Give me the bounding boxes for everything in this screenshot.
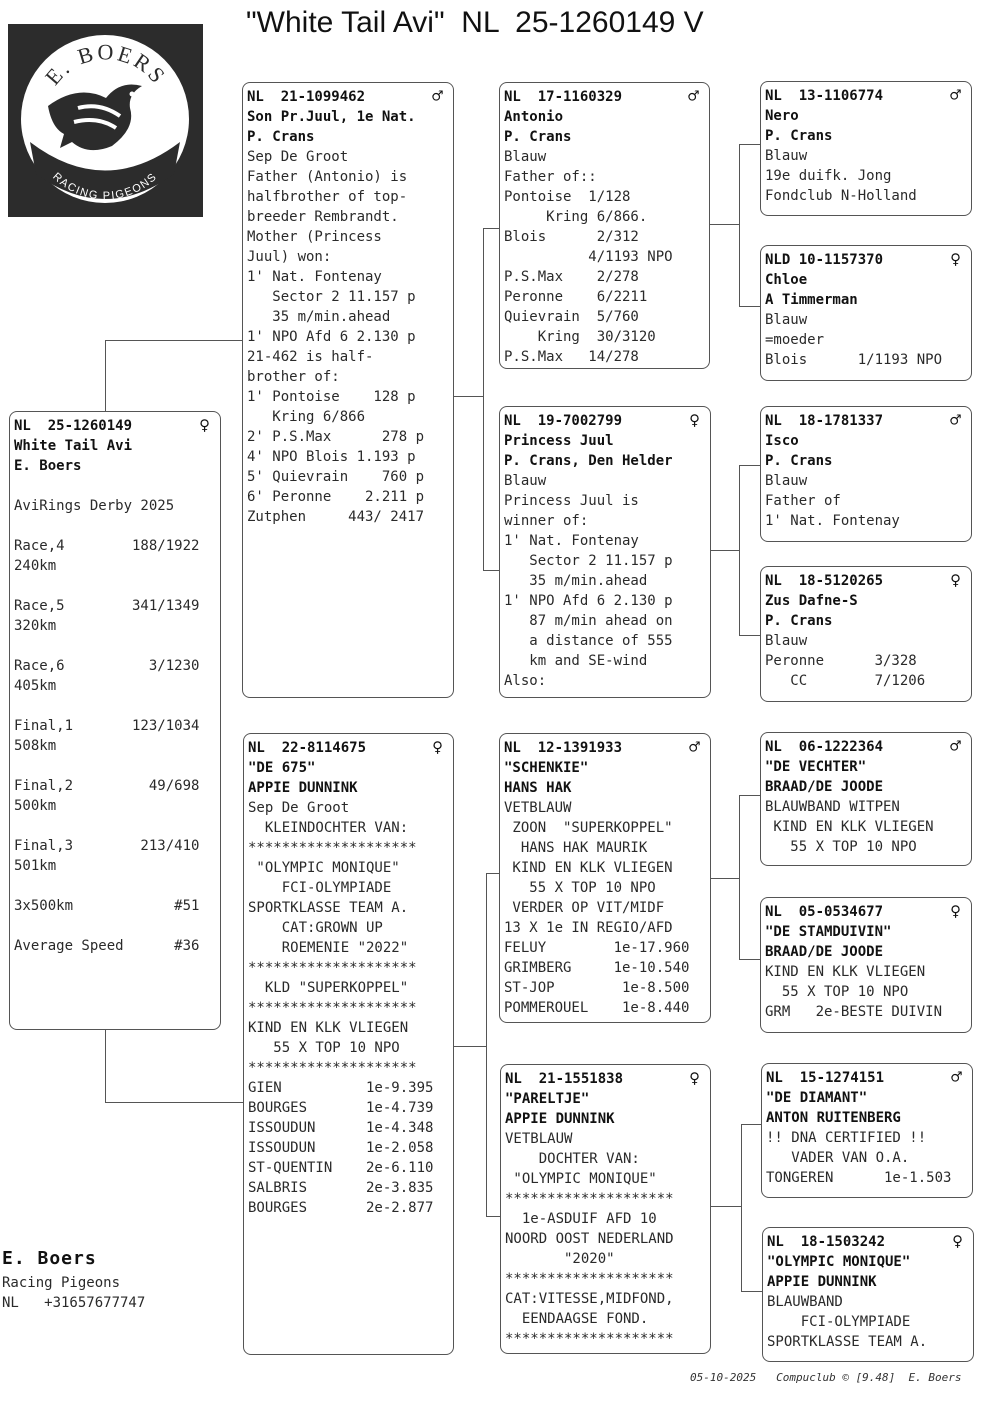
info-line: P.S.Max 2/278 [504, 269, 639, 285]
info-line [14, 516, 220, 536]
info-line: ******************** [248, 960, 417, 976]
pigeon-name: Chloe [765, 272, 808, 288]
info-line: Race,6 3/1230 [14, 658, 200, 674]
info-line: 55 X TOP 10 NPO [504, 880, 656, 896]
ring-number [765, 250, 971, 270]
info-line: 4' NPO Blois 1.193 p [247, 449, 416, 465]
info-line [14, 576, 220, 596]
info-line: 500km [14, 798, 57, 814]
info-line: 1' Nat. Fontenay [504, 533, 639, 549]
info-line: 1' Pontoise 128 p [247, 389, 416, 405]
info-line: Father of:: [504, 169, 597, 185]
info-line [14, 636, 220, 656]
pigeon-name: "PARELTJE" [505, 1091, 590, 1107]
pigeon-name: White Tail Avi [14, 438, 133, 454]
ring-number-text: NL 21-1099462 [247, 89, 366, 105]
info-line: A Timmerman [765, 292, 858, 308]
dsd-card [760, 897, 972, 1033]
dam-dam-card [500, 1064, 711, 1354]
info-line: POMMEROUEL 1e-8.440 [504, 1000, 690, 1016]
info-line: P. Crans [765, 613, 833, 629]
pigeon-name: Nero [765, 108, 799, 124]
info-line: Mother (Princess [247, 229, 382, 245]
info-line: KIND EN KLK VLIEGEN [504, 860, 673, 876]
info-line: "2020" [505, 1251, 615, 1267]
sire-card [242, 82, 454, 698]
info-line: Blauw [504, 473, 547, 489]
info-line: Quievrain 5/760 [504, 309, 639, 325]
info-line: ST-JOP 1e-8.500 [504, 980, 690, 996]
connector [739, 795, 762, 960]
ring-number-text: NL 13-1106774 [765, 88, 884, 104]
info-line: ISSOUDUN 1e-2.058 [248, 1140, 434, 1156]
info-line: ******************** [248, 1000, 417, 1016]
info-line: !! DNA CERTIFIED !! [766, 1130, 927, 1146]
info-line: Juul) won: [247, 249, 332, 265]
ring-number-text: NL 15-1274151 [766, 1070, 885, 1086]
info-line: 1' NPO Afd 6 2.130 p [504, 593, 673, 609]
ring-number [765, 571, 971, 591]
ring-number [766, 1068, 972, 1088]
info-line: breeder Rembrandt. [247, 209, 399, 225]
ring-number-text: NLD 10-1157370 [765, 252, 884, 268]
info-line: 13 X 1e IN REGIO/AFD [504, 920, 673, 936]
pigeon-name: "DE STAMDUIVIN" [765, 924, 892, 940]
info-line: Blauw [765, 312, 808, 328]
sex-icon: ♂ [950, 410, 961, 431]
info-line: Race,5 341/1349 [14, 598, 200, 614]
info-line: HANS HAK MAURIK [504, 840, 648, 856]
dss-card [760, 732, 972, 866]
info-line: =moeder [765, 332, 825, 348]
info-line: Final,3 213/410 [14, 838, 200, 854]
info-line: ZOON "SUPERKOPPEL" [504, 820, 673, 836]
connector [105, 340, 244, 413]
info-line [14, 476, 220, 496]
sss-card [760, 81, 972, 216]
info-line: CC 7/1206 [765, 673, 926, 689]
ring-number-text: NL 05-0534677 [765, 904, 884, 920]
info-line: Kring 30/3120 [504, 329, 656, 345]
info-line: Princess Juul is [504, 493, 639, 509]
sex-icon: ♂ [688, 86, 699, 107]
info-line: Kring 6/866 [247, 409, 366, 425]
info-line: KIND EN KLK VLIEGEN [248, 1020, 409, 1036]
info-line: P. Crans [765, 128, 833, 144]
info-line: BOURGES 2e-2.877 [248, 1200, 434, 1216]
info-line: 87 m/min ahead on [504, 613, 673, 629]
ring-number [248, 738, 453, 758]
ring-number-text: NL 18-5120265 [765, 573, 884, 589]
info-line: VETBLAUW [505, 1131, 573, 1147]
info-line: Sep De Groot [248, 800, 350, 816]
info-line: halfbrother of top- [247, 189, 408, 205]
info-line: winner of: [504, 513, 589, 529]
info-line: FCI-OLYMPIADE [248, 880, 392, 896]
info-line: Peronne 6/2211 [504, 289, 648, 305]
logo-top-text: E. BOERS [40, 39, 173, 90]
connector [711, 878, 739, 880]
ring-number [765, 902, 971, 922]
ring-number [765, 86, 971, 106]
info-line: CAT:GROWN UP [248, 920, 383, 936]
info-line: CAT:VITESSE,MIDFOND, [505, 1291, 674, 1307]
info-line: Sector 2 11.157 p [504, 553, 673, 569]
info-line: 405km [14, 678, 57, 694]
info-line: Also: [504, 673, 547, 689]
pigeon-name: "DE 675" [248, 760, 316, 776]
sex-icon: ♀ [950, 901, 961, 922]
sdd-card [760, 566, 972, 702]
logo-bottom-text: RACING PIGEONS [50, 170, 160, 203]
info-line: FCI-OLYMPIADE [767, 1314, 911, 1330]
info-line: BRAAD/DE JOODE [765, 944, 884, 960]
info-line: 35 m/min.ahead [247, 309, 391, 325]
info-line: DOCHTER VAN: [505, 1151, 640, 1167]
sex-icon: ♀ [432, 737, 443, 758]
sex-icon: ♀ [950, 249, 961, 270]
info-line: ROEMENIE "2022" [248, 940, 409, 956]
ring-number-text: NL 21-1551838 [505, 1071, 624, 1087]
sex-icon: ♀ [950, 570, 961, 591]
info-line: ******************** [505, 1191, 674, 1207]
dam-sire-card [499, 733, 711, 1023]
pigeon-name: "DE VECHTER" [765, 759, 867, 775]
info-line: 4/1193 NPO [504, 249, 673, 265]
info-line: SPORTKLASSE TEAM A. [767, 1334, 928, 1350]
pigeon-name: "SCHENKIE" [504, 760, 589, 776]
info-line: Peronne 3/328 [765, 653, 917, 669]
info-line: VADER VAN O.A. [766, 1150, 910, 1166]
info-line: E. Boers [14, 458, 82, 474]
info-line: 1' Nat. Fontenay [765, 513, 900, 529]
info-line: Kring 6/866. [504, 209, 648, 225]
info-line: brother of: [247, 369, 340, 385]
info-line: GRIMBERG 1e-10.540 [504, 960, 690, 976]
pigeon-name: Antonio [504, 109, 564, 125]
sire-dam-card [499, 406, 711, 698]
info-line: 6' Peronne 2.211 p [247, 489, 425, 505]
info-line: FELUY 1e-17.960 [504, 940, 690, 956]
pigeon-logo-icon [8, 24, 203, 217]
info-line: Final,1 123/1034 [14, 718, 200, 734]
sex-icon: ♀ [952, 1231, 963, 1252]
connector [105, 1030, 244, 1103]
ring-number [767, 1232, 973, 1252]
connector [709, 224, 739, 226]
info-line: P. Crans [765, 453, 833, 469]
ring-number-text: NL 22-8114675 [248, 740, 367, 756]
ring-number [14, 416, 220, 436]
ring-number [504, 87, 709, 107]
info-line: Final,2 49/698 [14, 778, 200, 794]
sex-icon: ♂ [950, 85, 961, 106]
info-line: Father of [765, 493, 841, 509]
connector [739, 465, 762, 636]
info-line: Pontoise 1/128 [504, 189, 631, 205]
info-line: KIND EN KLK VLIEGEN [765, 819, 934, 835]
dds-card [761, 1063, 973, 1198]
sex-icon: ♀ [199, 415, 210, 436]
connector [453, 396, 483, 398]
ring-number [247, 87, 453, 107]
info-line: Average Speed #36 [14, 938, 200, 954]
ring-number [504, 738, 710, 758]
pigeon-name: Son Pr.Juul, 1e Nat. [247, 109, 416, 125]
ring-number [505, 1069, 710, 1089]
info-line: 320km [14, 618, 57, 634]
info-line: VETBLAUW [504, 800, 572, 816]
ring-number-text: NL 12-1391933 [504, 740, 623, 756]
info-line: APPIE DUNNINK [248, 780, 358, 796]
info-line: Blauw [765, 148, 808, 164]
info-line: Sector 2 11.157 p [247, 289, 416, 305]
info-line: Zutphen 443/ 2417 [247, 509, 425, 525]
info-line [14, 816, 220, 836]
ring-number-text: NL 18-1503242 [767, 1234, 886, 1250]
info-line: P. Crans [504, 129, 572, 145]
info-line: HANS HAK [504, 780, 572, 796]
connector [453, 1046, 486, 1048]
subject-pigeon-card [9, 411, 221, 1030]
info-line [14, 756, 220, 776]
info-line: KLD "SUPERKOPPEL" [248, 980, 409, 996]
breeder-contact [2, 1249, 145, 1313]
connector [711, 550, 739, 552]
info-line: 501km [14, 858, 57, 874]
info-line: VERDER OP VIT/MIDF [504, 900, 665, 916]
info-line: 55 X TOP 10 NPO [765, 984, 909, 1000]
info-line: Blauw [504, 149, 547, 165]
info-line: KLEINDOCHTER VAN: [248, 820, 409, 836]
ring-number-text: NL 18-1781337 [765, 413, 884, 429]
breeder-tagline: Racing Pigeons [2, 1275, 121, 1291]
dam-card [243, 733, 454, 1355]
info-line: Race,4 188/1922 [14, 538, 200, 554]
info-line: 1' Nat. Fontenay [247, 269, 382, 285]
ring-number-text: NL 06-1222364 [765, 739, 884, 755]
info-line: 19e duifk. Jong [765, 168, 892, 184]
info-line: BLAUWBAND WITPEN [765, 799, 900, 815]
ring-number-text: NL 19-7002799 [504, 413, 623, 429]
pigeon-name: "DE DIAMANT" [766, 1090, 868, 1106]
info-line: "OLYMPIC MONIQUE" [505, 1171, 657, 1187]
info-line: ******************** [505, 1271, 674, 1287]
info-line: a distance of 555 [504, 633, 673, 649]
info-line: SPORTKLASSE TEAM A. [248, 900, 409, 916]
info-line: BLAUWBAND [767, 1294, 843, 1310]
info-line: 55 X TOP 10 NPO [765, 839, 917, 855]
breeder-phone: NL +31657677747 [2, 1295, 146, 1311]
info-line: P.S.Max 14/278 [504, 349, 639, 365]
info-line: ******************** [505, 1331, 674, 1347]
sds-card [760, 406, 972, 542]
ring-number-text: NL 25-1260149 [14, 418, 133, 434]
info-line: Father (Antonio) is [247, 169, 408, 185]
info-line: NOORD OOST NEDERLAND [505, 1231, 674, 1247]
info-line: GIEN 1e-9.395 [248, 1080, 434, 1096]
info-line: 3x500km #51 [14, 898, 200, 914]
ring-number [504, 411, 710, 431]
info-line: EENDAAGSE FOND. [505, 1311, 649, 1327]
info-line: BOURGES 1e-4.739 [248, 1100, 434, 1116]
info-line: 35 m/min.ahead [504, 573, 648, 589]
info-line: 5' Quievrain 760 p [247, 469, 425, 485]
info-line: 2' P.S.Max 278 p [247, 429, 425, 445]
pigeon-name: Isco [765, 433, 799, 449]
ring-number [765, 411, 971, 431]
info-line: BRAAD/DE JOODE [765, 779, 884, 795]
info-line: SALBRIS 2e-3.835 [248, 1180, 434, 1196]
sex-icon: ♂ [951, 1067, 962, 1088]
breeder-logo [8, 24, 203, 217]
info-line: APPIE DUNNINK [505, 1111, 615, 1127]
info-line: AviRings Derby 2025 [14, 498, 175, 514]
info-line: APPIE DUNNINK [767, 1274, 877, 1290]
sex-icon: ♂ [432, 86, 443, 107]
connector [741, 1124, 762, 1292]
info-line: TONGEREN 1e-1.503 [766, 1170, 952, 1186]
pigeon-name: Princess Juul [504, 433, 614, 449]
info-line: ST-QUENTIN 2e-6.110 [248, 1160, 434, 1176]
info-line: Blois 1/1193 NPO [765, 352, 943, 368]
info-line: ******************** [248, 840, 417, 856]
info-line [14, 876, 220, 896]
connector [739, 144, 762, 307]
info-line: KIND EN KLK VLIEGEN [765, 964, 926, 980]
info-line: Blois 2/312 [504, 229, 639, 245]
ssd-card [760, 245, 972, 381]
sex-icon: ♀ [689, 410, 700, 431]
info-line [14, 916, 220, 936]
info-line: 1' NPO Afd 6 2.130 p [247, 329, 416, 345]
info-line: Blauw [765, 473, 808, 489]
info-line: ANTON RUITENBERG [766, 1110, 901, 1126]
info-line: 1e-ASDUIF AFD 10 [505, 1211, 657, 1227]
sex-icon: ♂ [689, 737, 700, 758]
info-line: km and SE-wind [504, 653, 648, 669]
pigeon-name: "OLYMPIC MONIQUE" [767, 1254, 911, 1270]
ddd-card [762, 1227, 974, 1362]
page-title: "White Tail Avi" NL 25-1260149 V [246, 6, 704, 39]
info-line: ******************** [248, 1060, 417, 1076]
info-line [14, 696, 220, 716]
info-line: Fondclub N-Holland [765, 188, 917, 204]
sex-icon: ♀ [689, 1068, 700, 1089]
info-line: P. Crans [247, 129, 315, 145]
breeder-name: E. Boers [2, 1248, 97, 1269]
ring-number-text: NL 17-1160329 [504, 89, 623, 105]
pigeon-name: Zus Dafne-S [765, 593, 858, 609]
sex-icon: ♂ [950, 736, 961, 757]
print-footer: 05-10-2025 Compuclub © [9.48] E. Boers [690, 1371, 962, 1384]
sire-sire-card [499, 82, 710, 369]
connector [711, 1206, 741, 1208]
info-line: 55 X TOP 10 NPO [248, 1040, 400, 1056]
info-line: Blauw [765, 633, 808, 649]
info-line: P. Crans, Den Helder [504, 453, 673, 469]
info-line: 508km [14, 738, 57, 754]
info-line: Sep De Groot [247, 149, 349, 165]
ring-number [765, 737, 971, 757]
info-line: 21-462 is half- [247, 349, 374, 365]
info-line: 240km [14, 558, 57, 574]
info-line: "OLYMPIC MONIQUE" [248, 860, 400, 876]
info-line: ISSOUDUN 1e-4.348 [248, 1120, 434, 1136]
info-line: GRM 2e-BESTE DUIVIN [765, 1004, 943, 1020]
